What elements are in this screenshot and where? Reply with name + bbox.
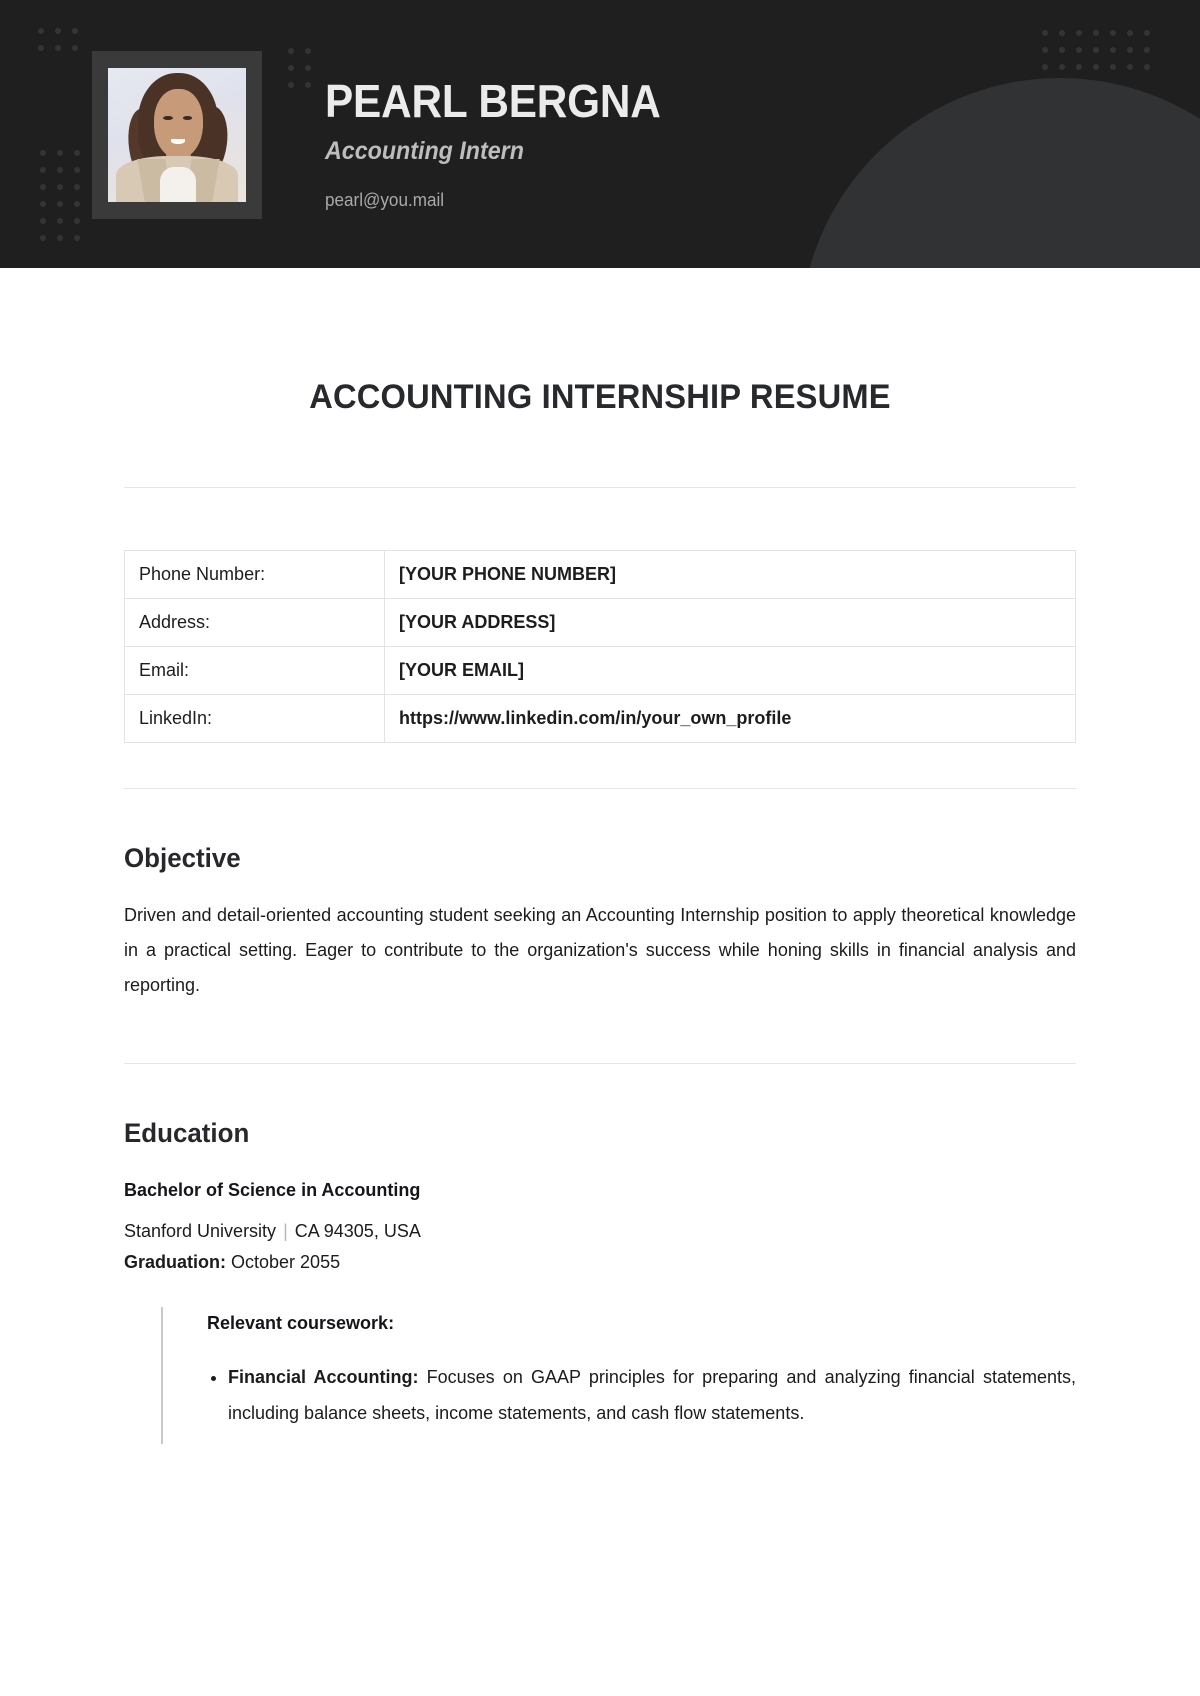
resume-body	[0, 378, 1200, 1444]
dot-pattern-bottom-left-icon	[40, 150, 80, 241]
candidate-email: pearl@you.mail	[325, 190, 445, 210]
coursework-title: Financial Accounting:	[228, 1367, 419, 1388]
contact-value: [YOUR PHONE NUMBER]	[385, 551, 1076, 599]
divider-under-title	[124, 487, 1076, 488]
coursework-list	[207, 1360, 1076, 1431]
graduation-label: Graduation:	[124, 1252, 226, 1273]
section-heading-objective: Objective	[124, 843, 241, 873]
education-location: CA 94305, USA	[294, 1221, 421, 1242]
section-heading-education: Education	[124, 1118, 250, 1149]
table-row	[125, 551, 1076, 599]
resume-header	[0, 0, 1200, 268]
graduation-value: October 2055	[231, 1252, 341, 1273]
school-location-separator: |	[283, 1221, 288, 1242]
table-row	[125, 599, 1076, 647]
header-arc-decoration	[800, 78, 1200, 268]
contact-label: Phone Number:	[125, 551, 385, 599]
education-degree: Bachelor of Science in Accounting	[124, 1180, 421, 1201]
contact-label: Address:	[125, 599, 385, 647]
table-row	[125, 647, 1076, 695]
contact-value: [YOUR ADDRESS]	[385, 599, 1076, 647]
coursework-block	[161, 1307, 1076, 1443]
contact-value: [YOUR EMAIL]	[385, 647, 1076, 695]
divider-under-table	[124, 788, 1076, 789]
header-text-block	[325, 75, 690, 211]
contact-value-linkedin[interactable]: https://www.linkedin.com/in/your_own_profile	[385, 695, 1076, 743]
avatar-frame	[92, 51, 262, 219]
contact-label: LinkedIn:	[125, 695, 385, 743]
dot-pattern-top-left-icon	[38, 28, 78, 51]
avatar	[108, 68, 246, 202]
candidate-role: Accounting Intern	[325, 137, 524, 165]
contact-label: Email:	[125, 647, 385, 695]
candidate-name: PEARL BERGNA	[325, 75, 661, 127]
contact-table-body	[125, 551, 1076, 743]
education-graduation-line	[124, 1252, 1076, 1273]
coursework-description: Focuses on GAAP principles for preparing and analyzing financial statements, including balance sheets, income statements, and cash flow statements.	[228, 1367, 1076, 1423]
divider-under-objective	[124, 1063, 1076, 1064]
table-row	[125, 695, 1076, 743]
dot-pattern-middle-icon	[288, 48, 311, 88]
coursework-heading: Relevant coursework:	[207, 1313, 395, 1334]
list-item	[228, 1360, 1076, 1431]
page-title: ACCOUNTING INTERNSHIP RESUME	[309, 378, 891, 416]
objective-text: Driven and detail-oriented accounting student seeking an Accounting Internship position to apply theoretical knowledge in a practical setting. Eager to contribute to the organization's success while honing skills in financial analysis and reporting.	[124, 905, 1076, 996]
dot-pattern-top-right-icon	[1042, 30, 1150, 70]
contact-table	[124, 550, 1076, 743]
education-school: Stanford University	[124, 1221, 277, 1242]
education-school-line	[124, 1221, 1076, 1242]
